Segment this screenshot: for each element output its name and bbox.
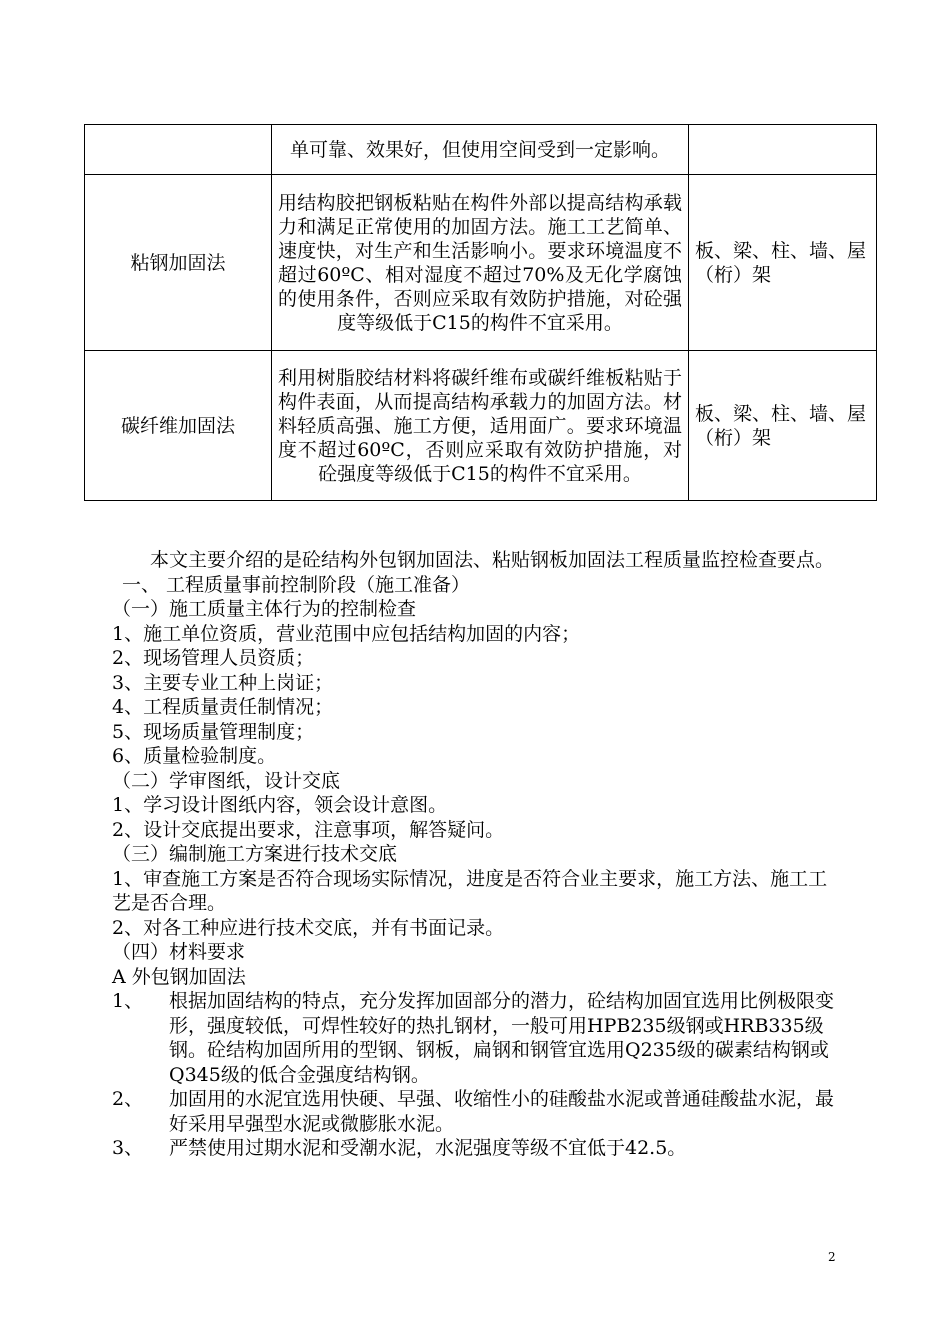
method-cell: 碳纤维加固法: [85, 351, 272, 501]
subsection-subtitle: A 外包钢加固法: [112, 965, 246, 988]
list-item: 1、审查施工方案是否符合现场实际情况，进度是否符合业主要求，施工方法、施工工艺是否合理。: [112, 867, 828, 914]
list-item: 1、施工单位资质，营业范围中应包括结构加固的内容；: [112, 622, 581, 645]
method-cell: 粘钢加固法: [85, 175, 272, 351]
item-text: 严禁使用过期水泥和受潮水泥，水泥强度等级不宜低于42.5。: [169, 1137, 687, 1159]
description-cell: 利用树脂胶结材料将碳纤维布或碳纤维板粘贴于构件表面，从而提高结构承载力的加固方法。材料轻质高强、施工方便，适用面广。要求环境温度不超过60ºC，否则应采取有效防护措施，对砼强度等级低于C15的构件不宜采用。: [272, 351, 689, 501]
numbered-item: [112, 1087, 842, 1136]
scope-cell: [689, 125, 877, 175]
page-number: 2: [828, 1250, 836, 1264]
numbered-item: [112, 1136, 842, 1161]
subsection-heading: （二）学审图纸，设计交底: [112, 769, 341, 792]
list-item: 5、现场质量管理制度；: [112, 720, 315, 743]
document-body: [112, 548, 842, 1161]
section-heading: 一、 工程质量事前控制阶段（施工准备）: [122, 573, 471, 596]
scope-cell: 板、梁、柱、墙、屋（桁）架: [689, 175, 877, 351]
table-row: [85, 351, 877, 501]
list-item: 2、设计交底提出要求，注意事项，解答疑问。: [112, 818, 505, 841]
list-item: 6、质量检验制度。: [112, 745, 277, 767]
list-item: 2、对各工种应进行技术交底，并有书面记录。: [112, 916, 505, 939]
scope-cell: 板、梁、柱、墙、屋（桁）架: [689, 351, 877, 501]
intro-paragraph: 本文主要介绍的是砼结构外包钢加固法、粘贴钢板加固法工程质量监控检查要点。: [150, 549, 835, 571]
item-text: 加固用的水泥宜选用快硬、早强、收缩性小的硅酸盐水泥或普通硅酸盐水泥，最好采用早强型水泥或微膨胀水泥。: [169, 1088, 835, 1135]
reinforcement-methods-table: [84, 124, 877, 501]
table-row: [85, 175, 877, 351]
item-number: 1、: [112, 990, 144, 1012]
description-cell: 用结构胶把钢板粘贴在构件外部以提高结构承载力和满足正常使用的加固方法。施工工艺简单、速度快，对生产和生活影响小。要求环境温度不超过60ºC、相对湿度不超过70%及无化学腐蚀的使用条件，否则应采取有效防护措施，对砼强度等级低于C15的构件不宜采用。: [272, 175, 689, 351]
subsection-heading: （一）施工质量主体行为的控制检查: [112, 598, 417, 620]
list-item: 3、主要专业工种上岗证；: [112, 671, 334, 694]
description-cell: [272, 125, 689, 175]
table-row: [85, 125, 877, 175]
item-text: 根据加固结构的特点，充分发挥加固部分的潜力，砼结构加固宜选用比例极限变形，强度较低，可焊性较好的热扎钢材，一般可用HPB235级钢或HRB335级钢。砼结构加固所用的型钢、钢板，扁钢和钢管宜选用Q235级的碳素结构钢或Q345级的低合金强度结构钢。: [169, 990, 835, 1086]
item-number: 3、: [112, 1137, 144, 1159]
item-number: 2、: [112, 1088, 144, 1110]
subsection-heading: （四）材料要求: [112, 941, 246, 963]
description-text: 单可靠、效果好，但使用空间受到一定影响。: [289, 138, 670, 161]
numbered-item: [112, 989, 842, 1087]
subsection-heading: （三）编制施工方案进行技术交底: [112, 843, 398, 865]
method-cell: [85, 125, 272, 175]
list-item: 1、学习设计图纸内容，领会设计意图。: [112, 794, 448, 816]
list-item: 2、现场管理人员资质；: [112, 647, 315, 669]
list-item: 4、工程质量责任制情况；: [112, 696, 334, 718]
